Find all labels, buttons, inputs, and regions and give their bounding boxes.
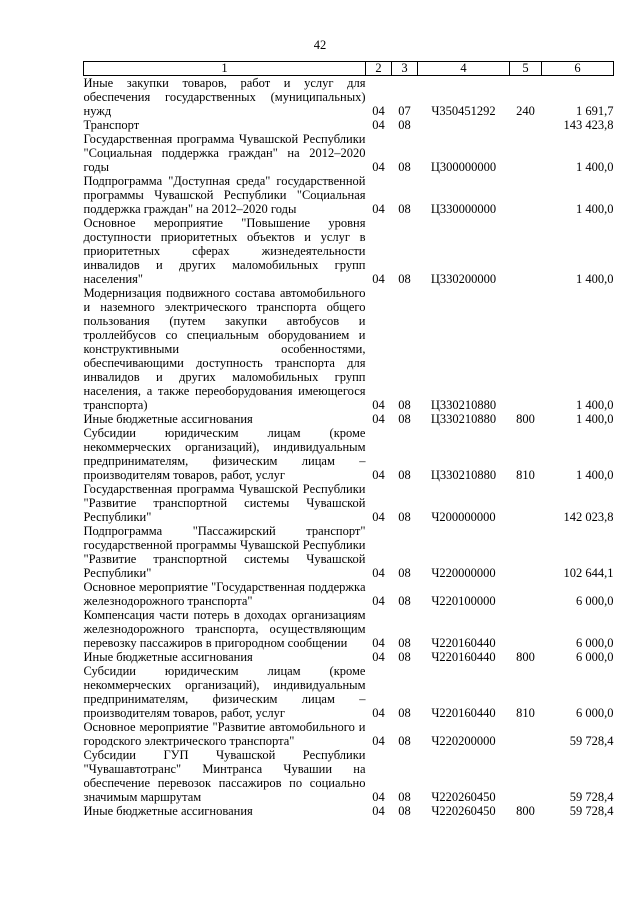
section-code-cell: 04 bbox=[372, 160, 385, 174]
section-code-cell: 04 bbox=[372, 636, 385, 650]
section-code-cell: 04 bbox=[372, 566, 385, 580]
amount-cell: 1 691,7 bbox=[576, 104, 614, 118]
subsection-code-cell: 08 bbox=[398, 594, 411, 608]
section-code-cell: 04 bbox=[372, 202, 385, 216]
subsection-code-cell: 08 bbox=[398, 510, 411, 524]
target-article-cell: Ч220000000 bbox=[431, 566, 496, 580]
section-code-cell: 04 bbox=[372, 804, 385, 818]
table-row bbox=[84, 426, 614, 482]
expense-type-cell bbox=[510, 118, 542, 132]
amount-cell: 1 400,0 bbox=[576, 160, 614, 174]
row-name-cell: Государственная программа Чувашской Республики "Развитие транспортной системы Чувашской Республики" bbox=[83, 482, 366, 524]
expense-type-cell: 810 bbox=[516, 468, 535, 482]
subsection-code-cell: 08 bbox=[398, 398, 411, 412]
row-name-cell: Подпрограмма "Доступная среда" государственной программы Чувашской Республики "Социальная поддержка граждан" на 2012–2020 годы bbox=[83, 174, 366, 216]
expense-type-cell bbox=[510, 286, 542, 412]
row-name-cell: Иные закупки товаров, работ и услуг для обеспечения государственных (муниципальных) нужд bbox=[83, 76, 366, 118]
amount-cell: 6 000,0 bbox=[576, 594, 614, 608]
amount-cell: 6 000,0 bbox=[576, 636, 614, 650]
section-code-cell: 04 bbox=[372, 272, 385, 286]
subsection-code-cell: 08 bbox=[398, 412, 411, 426]
section-code-cell: 04 bbox=[372, 510, 385, 524]
amount-cell: 143 423,8 bbox=[563, 118, 614, 132]
row-name-cell: Иные бюджетные ассигнования bbox=[83, 804, 253, 818]
column-header-6: 6 bbox=[542, 62, 614, 76]
amount-cell: 102 644,1 bbox=[563, 566, 614, 580]
section-code-cell: 04 bbox=[372, 650, 385, 664]
amount-cell: 6 000,0 bbox=[576, 650, 614, 664]
budget-table bbox=[83, 61, 614, 818]
row-name-cell: Государственная программа Чувашской Республики "Социальная поддержка граждан" на 2012–2020 годы bbox=[83, 132, 366, 174]
amount-cell: 1 400,0 bbox=[576, 202, 614, 216]
table-row bbox=[84, 412, 614, 426]
expense-type-cell: 800 bbox=[516, 650, 535, 664]
expense-type-cell bbox=[510, 132, 542, 174]
subsection-code-cell: 08 bbox=[398, 202, 411, 216]
row-name-cell: Модернизация подвижного состава автомобильного и наземного электрического транспорта общего пользования (путем закупки автобусов и троллейбусов со специальным оборудованием и конструктивными особенностями, обеспечивающими доступность транспорта для инвалидов и других маломобильных групп населения, а также переоборудования имеющегося транспорта) bbox=[83, 286, 366, 412]
amount-cell: 59 728,4 bbox=[569, 804, 614, 818]
expense-type-cell bbox=[510, 608, 542, 650]
section-code-cell: 04 bbox=[372, 734, 385, 748]
table-row bbox=[84, 748, 614, 804]
target-article-cell: Ч220260450 bbox=[431, 790, 496, 804]
subsection-code-cell: 08 bbox=[398, 804, 411, 818]
section-code-cell: 04 bbox=[372, 468, 385, 482]
expense-type-cell bbox=[510, 174, 542, 216]
section-code-cell: 04 bbox=[372, 104, 385, 118]
target-article-cell: Ч220200000 bbox=[431, 734, 496, 748]
subsection-code-cell: 08 bbox=[398, 636, 411, 650]
subsection-code-cell: 08 bbox=[398, 468, 411, 482]
table-row bbox=[84, 174, 614, 216]
expense-type-cell bbox=[510, 482, 542, 524]
expense-type-cell: 810 bbox=[516, 706, 535, 720]
table-row bbox=[84, 650, 614, 664]
table-row bbox=[84, 720, 614, 748]
amount-cell: 6 000,0 bbox=[576, 706, 614, 720]
table-row bbox=[84, 118, 614, 132]
amount-cell: 142 023,8 bbox=[563, 510, 614, 524]
row-name-cell: Основное мероприятие "Развитие автомобильного и городского электрического транспорта" bbox=[83, 720, 366, 748]
section-code-cell: 04 bbox=[372, 706, 385, 720]
column-header-5: 5 bbox=[510, 62, 542, 76]
subsection-code-cell: 08 bbox=[398, 566, 411, 580]
row-name-cell: Компенсация части потерь в доходах организациям железнодорожного транспорта, осуществляющим перевозку пассажиров в пригородном сообщении bbox=[83, 608, 366, 650]
table-row bbox=[84, 286, 614, 412]
table-row bbox=[84, 664, 614, 720]
table-row bbox=[84, 580, 614, 608]
table-body bbox=[84, 76, 614, 819]
column-header-2: 2 bbox=[366, 62, 392, 76]
table-row bbox=[84, 132, 614, 174]
subsection-code-cell: 07 bbox=[398, 104, 411, 118]
expense-type-cell: 800 bbox=[516, 412, 535, 426]
target-article-cell bbox=[418, 118, 510, 132]
table-row bbox=[84, 608, 614, 650]
subsection-code-cell: 08 bbox=[398, 650, 411, 664]
section-code-cell: 04 bbox=[372, 594, 385, 608]
section-code-cell: 04 bbox=[372, 398, 385, 412]
expense-type-cell: 240 bbox=[516, 104, 535, 118]
column-header-3: 3 bbox=[392, 62, 418, 76]
amount-cell: 1 400,0 bbox=[576, 412, 614, 426]
table-row bbox=[84, 216, 614, 286]
target-article-cell: Ч220160440 bbox=[431, 636, 496, 650]
amount-cell: 59 728,4 bbox=[569, 734, 614, 748]
row-name-cell: Субсидии юридическим лицам (кроме некоммерческих организаций), индивидуальным предпринимателям, физическим лицам – производителям товаров, работ, услуг bbox=[83, 426, 366, 482]
target-article-cell: Ч220160440 bbox=[431, 650, 496, 664]
target-article-cell: Ч200000000 bbox=[431, 510, 496, 524]
target-article-cell: Ц330210880 bbox=[430, 412, 497, 426]
expense-type-cell bbox=[510, 748, 542, 804]
target-article-cell: Ч220160440 bbox=[431, 706, 496, 720]
row-name-cell: Подпрограмма "Пассажирский транспорт" государственной программы Чувашской Республики "Развитие транспортной системы Чувашской Республики" bbox=[83, 524, 366, 580]
target-article-cell: Ч220260450 bbox=[431, 804, 496, 818]
table-row bbox=[84, 804, 614, 818]
expense-type-cell bbox=[510, 216, 542, 286]
section-code-cell: 04 bbox=[372, 118, 385, 132]
section-code-cell: 04 bbox=[372, 790, 385, 804]
column-header-4: 4 bbox=[418, 62, 510, 76]
table-row bbox=[84, 482, 614, 524]
page-number: 42 bbox=[313, 38, 327, 52]
row-name-cell: Иные бюджетные ассигнования bbox=[83, 650, 253, 664]
target-article-cell: Ц330210880 bbox=[430, 468, 497, 482]
row-name-cell: Субсидии ГУП Чувашской Республики "Чувашавтотранс" Минтранса Чувашии на обеспечение перевозок пассажиров по социально значимым маршрутам bbox=[83, 748, 366, 804]
target-article-cell: Ч220100000 bbox=[431, 594, 496, 608]
section-code-cell: 04 bbox=[372, 412, 385, 426]
column-header-1: 1 bbox=[84, 62, 366, 76]
row-name-cell: Основное мероприятие "Повышение уровня доступности приоритетных объектов и услуг в приоритетных сферах жизнедеятельности инвалидов и других маломобильных групп населения" bbox=[83, 216, 366, 286]
expense-type-cell bbox=[510, 524, 542, 580]
row-name-cell: Основное мероприятие "Государственная поддержка железнодорожного транспорта" bbox=[83, 580, 366, 608]
target-article-cell: Ц330210880 bbox=[430, 398, 497, 412]
amount-cell: 59 728,4 bbox=[569, 790, 614, 804]
subsection-code-cell: 08 bbox=[398, 706, 411, 720]
subsection-code-cell: 08 bbox=[398, 160, 411, 174]
amount-cell: 1 400,0 bbox=[576, 398, 614, 412]
target-article-cell: Ц330200000 bbox=[430, 272, 497, 286]
row-name-cell: Транспорт bbox=[83, 118, 140, 132]
header-row bbox=[84, 62, 614, 76]
target-article-cell: Ц300000000 bbox=[430, 160, 497, 174]
expense-type-cell bbox=[510, 720, 542, 748]
expense-type-cell bbox=[510, 580, 542, 608]
amount-cell: 1 400,0 bbox=[576, 468, 614, 482]
table-row bbox=[84, 524, 614, 580]
subsection-code-cell: 08 bbox=[398, 790, 411, 804]
subsection-code-cell: 08 bbox=[398, 734, 411, 748]
row-name-cell: Субсидии юридическим лицам (кроме некоммерческих организаций), индивидуальным предпринимателям, физическим лицам – производителям товаров, работ, услуг bbox=[83, 664, 366, 720]
amount-cell: 1 400,0 bbox=[576, 272, 614, 286]
subsection-code-cell: 08 bbox=[398, 118, 411, 132]
target-article-cell: Ц330000000 bbox=[430, 202, 497, 216]
target-article-cell: Ч350451292 bbox=[431, 104, 496, 118]
subsection-code-cell: 08 bbox=[398, 272, 411, 286]
row-name-cell: Иные бюджетные ассигнования bbox=[83, 412, 253, 426]
expense-type-cell: 800 bbox=[516, 804, 535, 818]
table-row bbox=[84, 76, 614, 119]
